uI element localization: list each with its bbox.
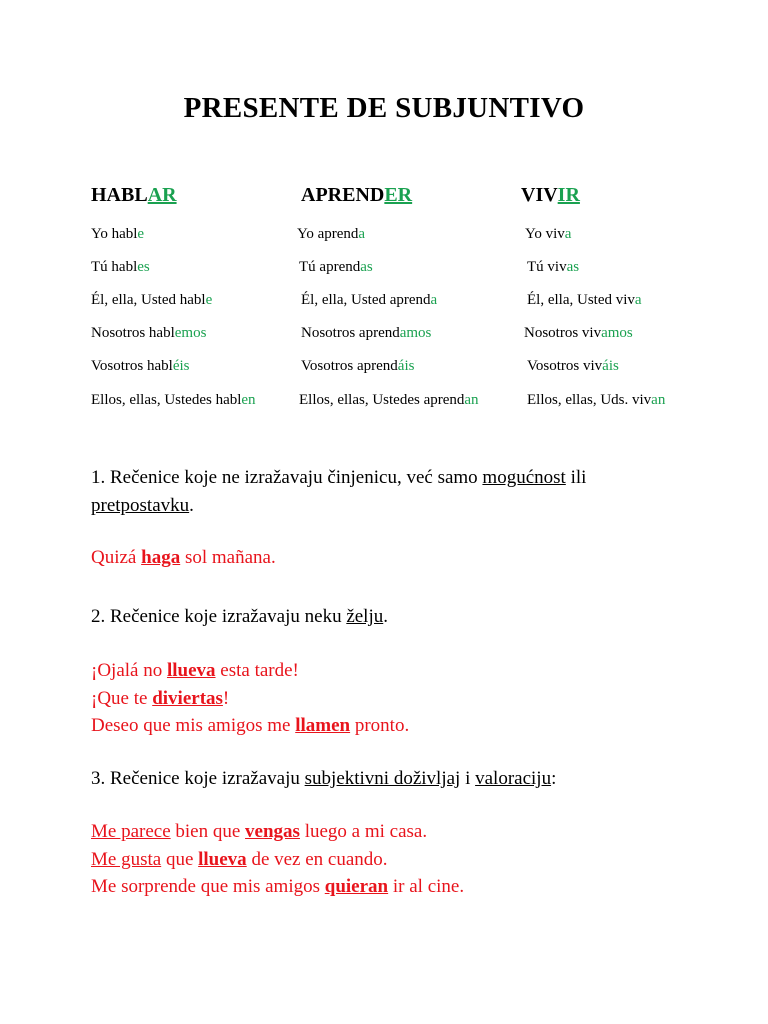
row-ending: a [634,292,642,308]
conjugation-row [527,292,642,309]
lead-phrase: Me gusta [91,848,162,870]
conjugation-row [91,226,144,243]
example-line [91,712,409,740]
conjugation-row [91,292,212,309]
row-stem: Nosotros viv [524,325,602,341]
section-1-example [91,544,276,572]
text: esta tarde! [215,660,299,681]
lead-phrase: Me parece [91,821,171,842]
row-stem: Él, ella, Usted habl [91,292,206,308]
text: 1. Rečenice koje ne izražavaju činjenicu, već samo [91,467,483,488]
row-ending: emos [174,325,207,341]
row-ending: en [241,392,256,408]
subjunctive-verb: diviertas [152,687,223,709]
row-stem: Tú habl [91,259,138,275]
text: ! [222,687,230,709]
row-stem: Ellos, ellas, Ustedes aprend [299,392,465,408]
row-stem: Tú viv [527,259,567,275]
text: : [551,768,557,789]
row-stem: Él, ella, Usted aprend [301,292,431,308]
text: ¡Ojalá no [91,660,167,681]
row-ending: a [564,226,572,242]
row-ending: an [651,392,666,408]
section-3-examples [91,818,464,901]
row-stem: Vosotros viv [527,358,603,374]
verb-stem: APREND [301,184,385,206]
row-ending: éis [172,358,190,374]
row-stem: Yo aprend [297,226,359,242]
row-ending: a [430,292,438,308]
subjunctive-verb: haga [141,547,181,568]
keyword-pretpostavku: pretpostavku [91,494,190,516]
text: que [161,848,199,870]
row-stem: Vosotros habl [91,358,173,374]
conjugation-row [527,358,619,375]
row-ending: es [137,259,150,275]
row-ending: a [358,226,366,242]
section-1-line-2 [91,492,586,520]
text: de vez en cuando. [246,848,388,870]
row-ending: e [205,292,213,308]
text: Quizá [91,547,142,568]
conjugation-row [524,325,633,342]
verb-header-aprender [301,184,412,207]
section-1-line-1 [91,464,586,492]
conjugation-row [91,325,206,342]
keyword-zelju: želju [346,606,384,627]
text: sol mañana. [180,547,276,568]
text: i [460,768,476,789]
subjunctive-verb: llamen [295,715,351,736]
keyword-subjektivni-dozivljaj: subjektivni doživljaj [304,768,461,789]
row-stem: Ellos, ellas, Ustedes habl [91,392,242,408]
row-ending: an [464,392,479,408]
row-stem: Ellos, ellas, Uds. viv [527,392,652,408]
verb-ending: AR [147,184,177,206]
row-ending: áis [602,358,619,374]
text: 3. Rečenice koje izražavaju [91,768,305,789]
text: pronto. [350,715,410,736]
row-ending: e [137,226,145,242]
row-stem: Yo habl [91,226,138,242]
example-line [91,846,464,874]
subjunctive-verb: llueva [166,660,216,681]
text: . [383,606,388,627]
subjunctive-verb: quieran [324,876,389,897]
row-ending: as [360,259,373,275]
text: Deseo que mis amigos me [91,715,296,736]
row-ending: áis [397,358,415,374]
conjugation-row [301,292,437,309]
conjugation-row [299,392,479,409]
conjugation-row [91,392,256,409]
row-ending: as [566,259,580,275]
example-line [91,873,464,901]
row-ending: amos [399,325,432,341]
row-stem: Nosotros habl [91,325,175,341]
section-3-heading [91,765,556,793]
text: . [189,494,194,516]
conjugation-row [91,358,189,375]
row-ending: amos [601,325,633,341]
conjugation-row [91,259,150,276]
text: ir al cine. [388,876,465,897]
row-stem: Él, ella, Usted viv [527,292,635,308]
text: 2. Rečenice koje izražavaju neku [91,606,347,627]
verb-stem: HABL [91,184,148,206]
keyword-mogucnost: mogućnost [482,467,566,488]
verb-header-hablar [91,184,177,207]
text: luego a mi casa. [299,821,428,842]
verb-ending: ER [384,184,413,206]
verb-header-vivir [521,184,580,207]
keyword-valoraciju: valoraciju [475,768,552,789]
text: Me sorprende que mis amigos [91,876,325,897]
row-stem: Tú aprend [299,259,361,275]
row-stem: Yo viv [525,226,565,242]
row-stem: Vosotros aprend [301,358,398,374]
text: bien que [170,821,246,842]
conjugation-row [301,325,431,342]
section-1-heading [91,464,586,519]
page-title: PRESENTE DE SUBJUNTIVO [183,92,585,124]
conjugation-row [299,259,373,276]
example-line [91,818,464,846]
text: ili [565,467,587,488]
verb-stem: VIV [521,184,558,206]
section-2-examples [91,657,409,740]
conjugation-row [527,259,579,276]
subjunctive-verb: llueva [198,848,247,870]
row-stem: Nosotros aprend [301,325,400,341]
example-line [91,657,409,685]
conjugation-row [525,226,571,243]
conjugation-row [297,226,365,243]
text: ¡Que te [91,687,153,709]
subjunctive-verb: vengas [245,821,300,842]
verb-ending: IR [557,184,580,206]
conjugation-row [527,392,665,409]
conjugation-row [301,358,414,375]
section-2-heading [91,603,388,631]
example-line [91,685,409,713]
